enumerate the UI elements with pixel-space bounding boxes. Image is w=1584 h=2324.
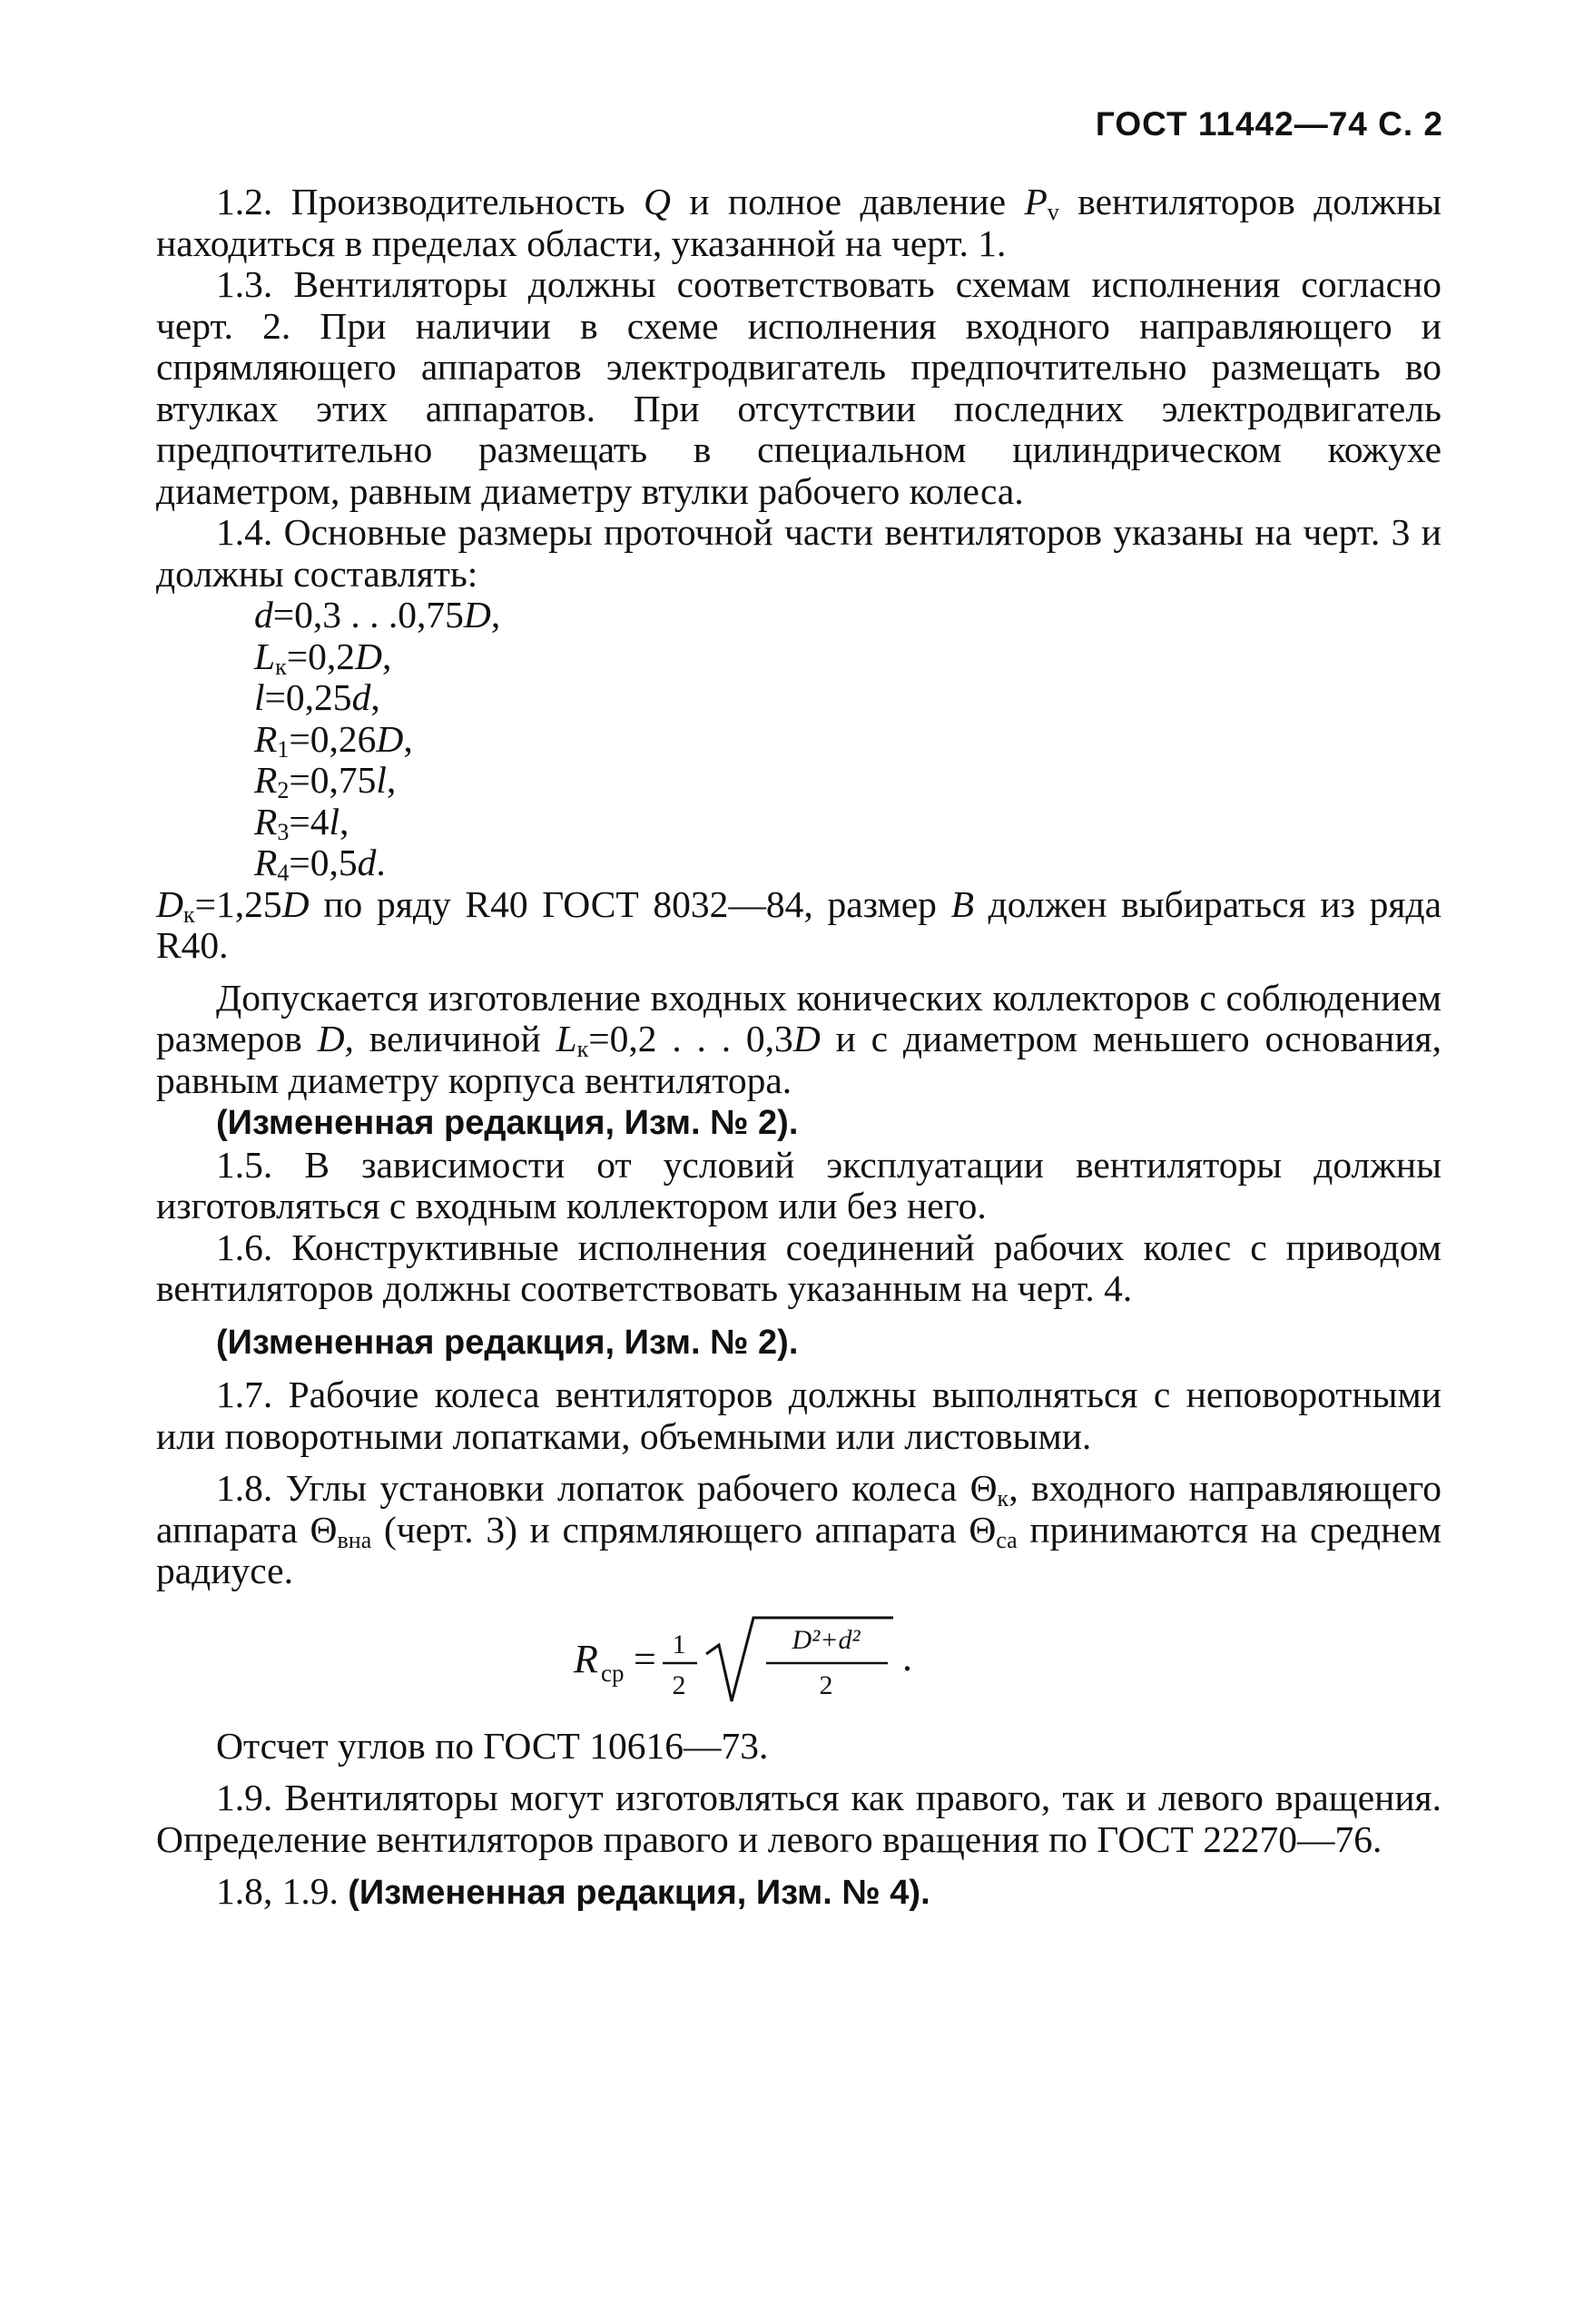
document-body [156,182,1441,1915]
formula-num-2: D²+d² [792,1624,861,1655]
amendment-note-2: (Измененная редакция, Изм. № 2). [216,1323,799,1362]
formula-r4: $R_4=0,5d$. [254,842,386,886]
formula-r3: $R_3=4l$, [254,800,349,845]
mean-radius-formula [156,1601,1441,1715]
formula-equals: = [634,1636,656,1681]
formula-lk: $L_к=0,2D$, [254,635,392,680]
amendment-note-3: 1.8, 1.9. (Измененная редакция, Изм. № 4). [216,1870,930,1912]
formula-den-2: 2 [819,1669,833,1700]
paragraph-1-3: 1.3. Вентиляторы должны соответствовать схемам исполнения согласно черт. 2. При наличии в схеме исполнения входного направляющего и спрямляющего аппаратов электродвигатель предпочтительно размещать во втулках этих аппаратов. При отсутствии последних электродвигатель предпочтительно размещать в специальном цилиндрическом кожухе диаметром, равным диаметру втулки рабочего колеса. [156,263,1441,512]
paragraph-1-8: 1.8. Углы установки лопаток рабочего колеса $\Theta_к$, входного направляющего аппарата $\Theta_{вна}$ (черт. 3) и спрямляющего аппарата $\Theta_{са}$ принимаются на среднем радиусе. [156,1467,1441,1591]
paragraph-1-6: 1.6. Конструктивные исполнения соединений рабочих колес с приводом вентиляторов должны соответствовать указанным на черт. 4. [156,1226,1441,1309]
paragraph-1-9: 1.9. Вентиляторы могут изготовляться как правого, так и левого вращения. Определение вентиляторов правого и левого вращения по ГОСТ 22270—76. [156,1777,1441,1860]
formula-r: R [574,1636,598,1681]
dimension-formulas [156,595,1441,884]
paragraph-1-7: 1.7. Рабочие колеса вентиляторов должны выполняться с неповоротными или поворотными лопатками, объемными или листовыми. [156,1374,1441,1457]
formula-den-1: 2 [672,1669,686,1700]
formula-dot: . [902,1634,912,1679]
formula-r-sub: ср [601,1659,625,1687]
formula-d: d=0,3 . . .0,75D, [254,594,501,635]
paragraph-dk: $D_к=1,25D$ по ряду R40 ГОСТ 8032—84, размер B должен выбираться из ряда R40. [156,882,1441,966]
formula-num-1: 1 [672,1629,686,1659]
formula-r2: $R_2=0,75l$, [254,759,397,803]
paragraph-1-2: 1.2. Производительность Q и полное давление $P_v$ вентиляторов должны находиться в пределах области, указанной на черт. 1. [156,181,1441,264]
amendment-note-1: (Измененная редакция, Изм. № 2). [216,1104,799,1142]
paragraph-angle-reference: Отсчет углов по ГОСТ 10616—73. [216,1724,769,1767]
formula-r1: $R_1=0,26D$, [254,717,413,763]
paragraph-1-5: 1.5. В зависимости от условий эксплуатации вентиляторы должны изготовляться с входным коллектором или без него. [156,1143,1441,1226]
page-header: ГОСТ 11442—74 С. 2 [1095,105,1443,143]
formula-svg [546,1601,1127,1715]
paragraph-1-4: 1.4. Основные размеры проточной части вентиляторов указаны на черт. 3 и должны составлять: [156,511,1441,595]
formula-l: l=0,25d, [254,676,380,718]
paragraph-collectors: Допускается изготовление входных конических коллекторов с соблюдением размеров D, величиной $L_к=0,2$ . . . 0,3D и с диаметром меньшего основания, равным диаметру корпуса вентилятора. [156,976,1441,1101]
